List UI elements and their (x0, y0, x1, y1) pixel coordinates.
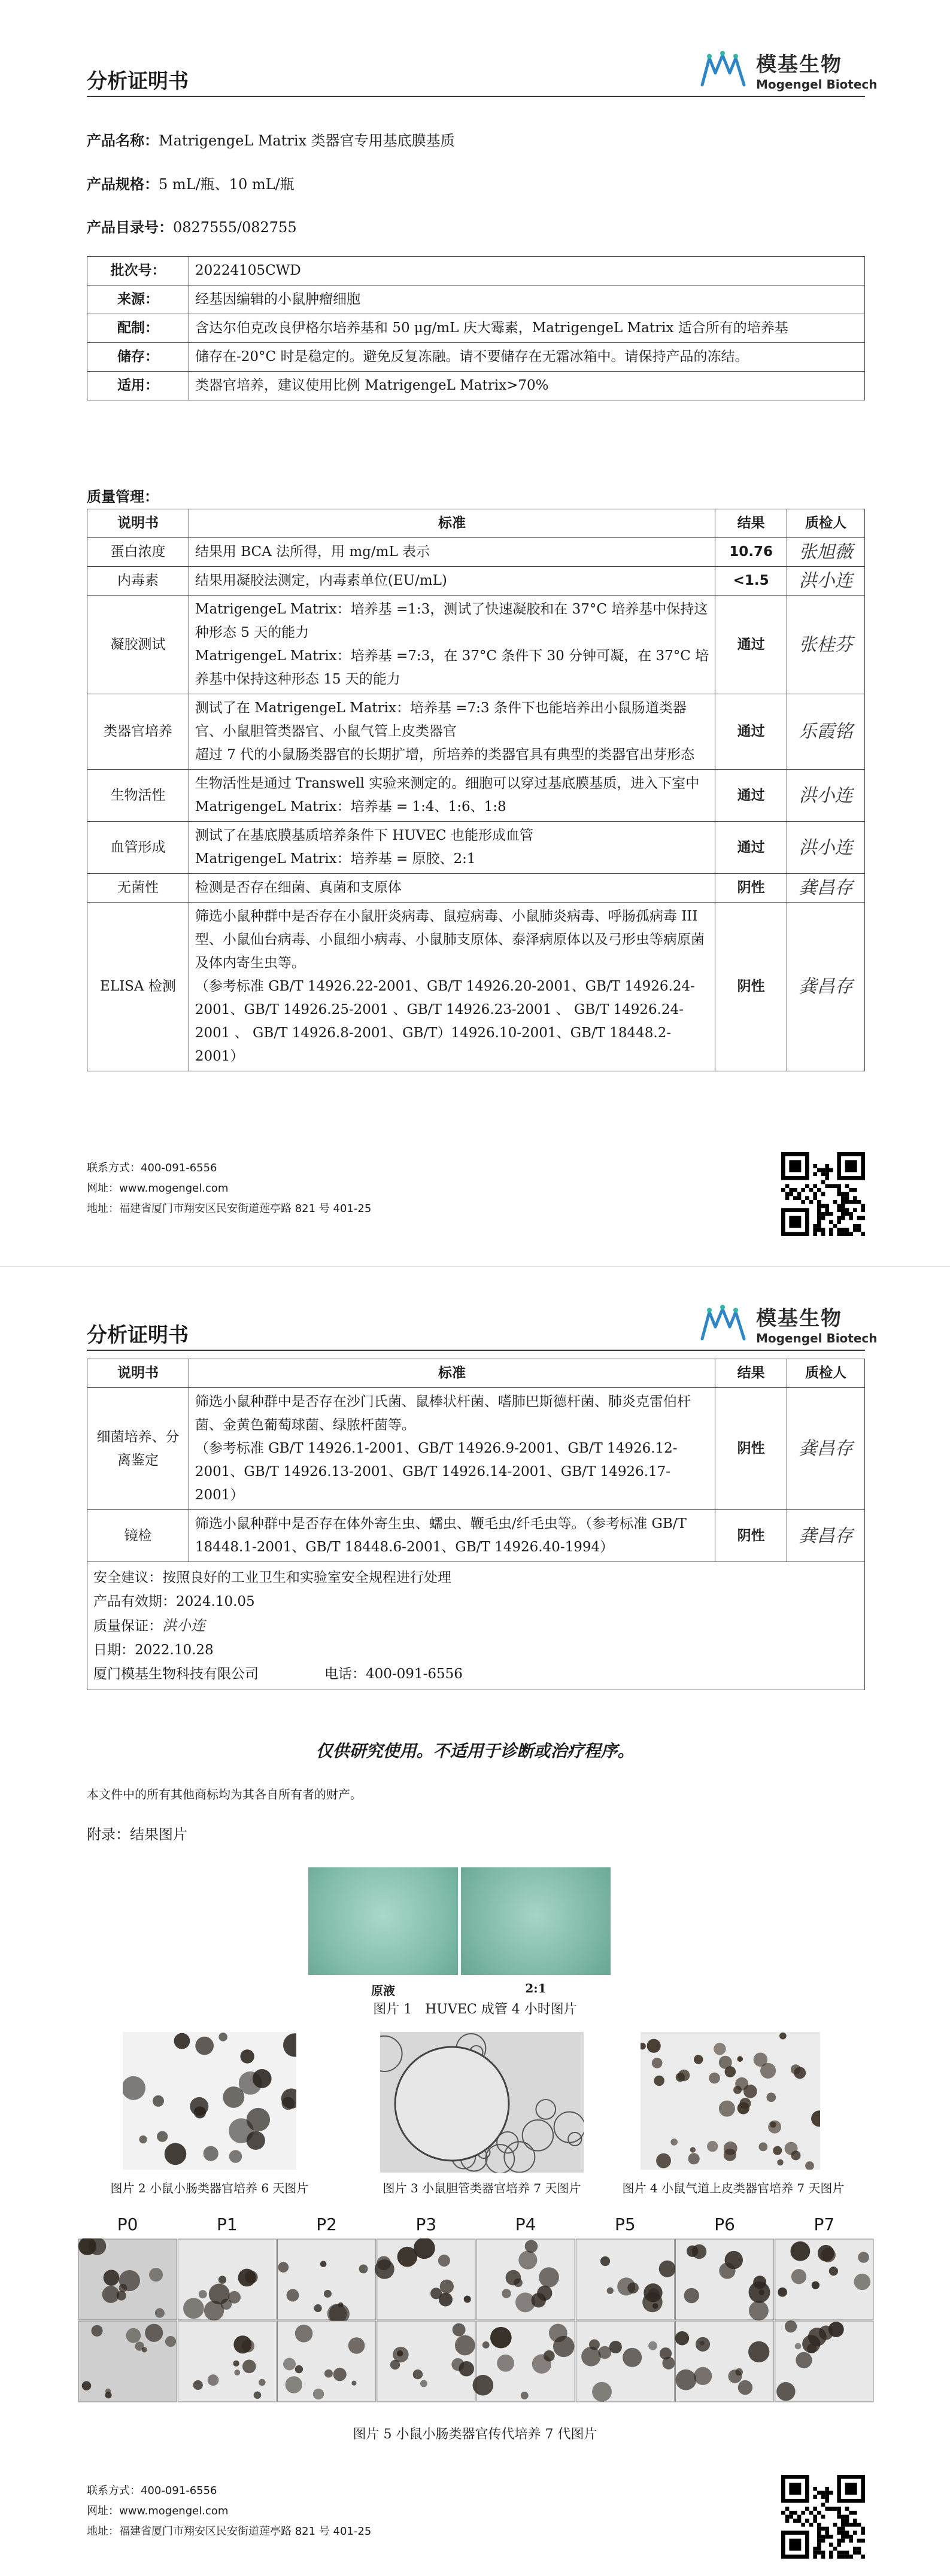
qc-table (87, 509, 865, 1071)
fig1-label-ratio: 2:1 (525, 1981, 547, 1995)
logo-cn-text: 模基生物 (756, 1307, 842, 1330)
qc-row (87, 874, 865, 903)
company-logo-2 (697, 1302, 878, 1345)
column-header: 标准 (189, 1359, 715, 1388)
qc-result: 阴性 (715, 1388, 787, 1510)
footer-2 (87, 2481, 371, 2542)
qc-item: 无菌性 (87, 874, 189, 903)
qc-result: 10.76 (715, 538, 787, 567)
fig3-caption: 图片 3 小鼠胆管类器官培养 7 天图片 (383, 2181, 581, 2195)
info-row (87, 343, 865, 372)
fig2-image (123, 2032, 296, 2170)
research-use-notice: 仅供研究使用。不适用于诊断或治疗程序。 (315, 1741, 635, 1761)
qc-row (87, 1510, 865, 1562)
info-row (87, 372, 865, 400)
qc-row (87, 567, 865, 596)
inspector-signature: 洪小连 (787, 822, 865, 874)
trademark-note: 本文件中的所有其他商标均为其各自所有者的财产。 (87, 1787, 362, 1802)
qc-item: 蛋白浓度 (87, 538, 189, 567)
info-value: 含达尔伯克改良伊格尔培养基和 50 μg/mL 庆大霉素，MatrigengeL Matrix 适合所有的培养基 (189, 314, 865, 343)
logo-mark-icon (697, 49, 751, 91)
info-key: 配制： (87, 314, 189, 343)
inspector-signature: 张旭薇 (787, 538, 865, 567)
fig5-grid (78, 2238, 874, 2403)
inspector-signature: 龚昌存 (787, 1388, 865, 1510)
column-header: 结果 (715, 1359, 787, 1388)
qc-row (87, 903, 865, 1071)
column-header: 质检人 (787, 1359, 865, 1388)
qc-item: 内毒素 (87, 567, 189, 596)
safety-advice: 安全建议：按照良好的工业卫生和实验室安全规程进行处理 (93, 1570, 451, 1585)
qc-result: 阴性 (715, 874, 787, 903)
passage-label: P1 (217, 2214, 238, 2234)
qc-result: 阴性 (715, 1510, 787, 1562)
logo-en-text: Mogengel Biotech (756, 77, 878, 92)
inspector-signature: 龚昌存 (787, 903, 865, 1071)
qc-standard: MatrigengeL Matrix：培养基 =1:3，测试了快速凝胶和在 37°C 培养基中保持这种形态 5 天的能力 MatrigengeL Matrix：培养基 =7:3，在 37°C 条件下 30 分钟可凝，在 37°C 培养基中保持这种形态 15 天的能力 (189, 596, 715, 694)
info-value: 经基因编辑的小鼠肿瘤细胞 (189, 285, 865, 314)
column-header: 质检人 (787, 509, 865, 538)
passage-label: P4 (515, 2214, 536, 2234)
qc-result: 通过 (715, 694, 787, 770)
column-header: 标准 (189, 509, 715, 538)
info-value: 储存在-20°C 时是稳定的。避免反复冻融。请不要储存在无霜冰箱中。请保持产品的冻结。 (189, 343, 865, 372)
qc-row (87, 1388, 865, 1510)
fig5-caption: 图片 5 小鼠小肠类器官传代培养 7 代图片 (353, 2427, 597, 2442)
qa-signature: 洪小连 (162, 1617, 205, 1634)
summary-cell (87, 1562, 865, 1690)
company-line: 厦门模基生物科技有限公司 电话：400-091-6556 (93, 1666, 463, 1682)
qc-standard: 结果用 BCA 法所得，用 mg/mL 表示 (189, 538, 715, 567)
inspector-signature: 洪小连 (787, 567, 865, 596)
info-row (87, 314, 865, 343)
document-title: 分析证明书 (87, 69, 189, 93)
qc-item: ELISA 检测 (87, 903, 189, 1071)
qc-item: 镜检 (87, 1510, 189, 1562)
qc-standard: 生物活性是通过 Transwell 实验来测定的。细胞可以穿过基底膜基质，进入下室中 MatrigengeL Matrix：培养基 = 1:4、1:6、1:8 (189, 770, 715, 822)
info-key: 批次号： (87, 257, 189, 285)
qc-standard: 测试了在基底膜基质培养条件下 HUVEC 也能形成血管 MatrigengeL Matrix：培养基 = 原胶、2:1 (189, 822, 715, 874)
fig4-caption: 图片 4 小鼠气道上皮类器官培养 7 天图片 (622, 2181, 845, 2195)
header-rule (87, 96, 865, 97)
qa-line: 质量保证：洪小连 (93, 1617, 205, 1634)
inspector-signature: 龚昌存 (787, 874, 865, 903)
info-value: 20224105CWD (189, 257, 865, 285)
qc-standard: 结果用凝胶法测定，内毒素单位(EU/mL) (189, 567, 715, 596)
fig4-image (641, 2032, 820, 2170)
qc-standard: 检测是否存在细菌、真菌和支原体 (189, 874, 715, 903)
passage-label: P7 (814, 2214, 835, 2234)
footer-address: 地址：福建省厦门市翔安区民安街道莲亭路 821 号 401-25 (87, 2525, 372, 2538)
footer-website: 网址：www.mogengel.com (87, 2505, 229, 2517)
product-catalog: 产品目录号：0827555/082755 (87, 219, 297, 236)
qc-result: 阴性 (715, 903, 787, 1071)
inspector-signature: 龚昌存 (787, 1510, 865, 1562)
passage-label: P3 (415, 2214, 437, 2234)
fig2-caption: 图片 2 小鼠小肠类器官培养 6 天图片 (110, 2181, 309, 2195)
qc-item: 凝胶测试 (87, 596, 189, 694)
info-table (87, 256, 865, 400)
column-header: 结果 (715, 509, 787, 538)
expiry: 产品有效期：2024.10.05 (93, 1594, 255, 1609)
qc-item: 类器官培养 (87, 694, 189, 770)
huvec-image-2-1 (461, 1867, 611, 1975)
qc-table-2 (87, 1359, 865, 1690)
column-header: 说明书 (87, 509, 189, 538)
product-name: 产品名称：MatrigengeL Matrix 类器官专用基底膜基质 (87, 132, 455, 149)
info-key: 储存： (87, 343, 189, 372)
column-header: 说明书 (87, 1359, 189, 1388)
document-title-2: 分析证明书 (87, 1323, 189, 1347)
qc-item: 细菌培养、分离鉴定 (87, 1388, 189, 1510)
logo-cn-text: 模基生物 (756, 53, 842, 77)
company-logo (697, 48, 878, 92)
footer-phone: 联系方式：400-091-6556 (87, 2484, 217, 2497)
fig1-caption: 图片 1 HUVEC 成管 4 小时图片 (373, 2002, 577, 2017)
passage-label: P2 (316, 2214, 337, 2234)
inspector-signature: 洪小连 (787, 770, 865, 822)
passage-label: P0 (117, 2214, 138, 2234)
fig3-image (380, 2032, 584, 2173)
info-row (87, 257, 865, 285)
info-row (87, 285, 865, 314)
info-key: 适用： (87, 372, 189, 400)
qr-code-icon (781, 2475, 865, 2559)
footer-1 (87, 1158, 371, 1219)
footer-website: 网址：www.mogengel.com (87, 1182, 229, 1195)
qc-result: 通过 (715, 822, 787, 874)
logo-mark-icon (697, 1303, 751, 1345)
inspector-signature: 乐霞铭 (787, 694, 865, 770)
qc-result: 通过 (715, 770, 787, 822)
info-value: 类器官培养，建议使用比例 MatrigengeL Matrix>70% (189, 372, 865, 400)
date: 日期：2022.10.28 (93, 1642, 214, 1658)
inspector-signature: 张桂芬 (787, 596, 865, 694)
product-spec: 产品规格：5 mL/瓶、10 mL/瓶 (87, 176, 295, 193)
qc-standard: 筛选小鼠种群中是否存在小鼠肝炎病毒、鼠痘病毒、小鼠肺炎病毒、呼肠孤病毒 III 型、小鼠仙台病毒、小鼠细小病毒、小鼠肺支原体、泰泽病原体以及弓形虫等病原菌及体内寄生虫等。 （参考标准 GB/T 14926.22-2001、GB/T 14926.20-2001、GB/T 14926.24-2001、GB/T 14926.25-2001 、GB/T 14926.23-2001 、 GB/T 14926.24-2001 、 GB/T 14926.8-2001、GB/T）14926.10-2001、GB/T 18448.2-2001） (189, 903, 715, 1071)
huvec-image-stock (308, 1867, 458, 1975)
page-separator (0, 1266, 950, 1267)
qc-item: 生物活性 (87, 770, 189, 822)
fig1-label-stock: 原液 (371, 1983, 395, 1998)
footer-phone: 联系方式：400-091-6556 (87, 1162, 217, 1174)
qc-result: 通过 (715, 596, 787, 694)
qc-row (87, 538, 865, 567)
header-rule (87, 1350, 865, 1351)
qc-standard: 测试了在 MatrigengeL Matrix：培养基 =7:3 条件下也能培养出小鼠肠道类器官、小鼠胆管类器官、小鼠气管上皮类器官 超过 7 代的小鼠肠类器官的长期扩增，所培养的类器官具有典型的类器官出芽形态 (189, 694, 715, 770)
qr-code-icon (781, 1152, 865, 1236)
qc-row (87, 770, 865, 822)
info-key: 来源： (87, 285, 189, 314)
logo-en-text: Mogengel Biotech (756, 1331, 878, 1345)
qc-standard: 筛选小鼠种群中是否存在沙门氏菌、鼠棒状杆菌、嗜肺巴斯德杆菌、肺炎克雷伯杆菌、金黄色葡萄球菌、绿脓杆菌等。 （参考标准 GB/T 14926.1-2001、GB/T 14926.9-2001、GB/T 14926.12-2001、GB/T 14926.13-2001、GB/T 14926.14-2001、GB/T 14926.17-2001） (189, 1388, 715, 1510)
qc-item: 血管形成 (87, 822, 189, 874)
passage-label: P6 (714, 2214, 735, 2234)
qc-label: 质量管理： (87, 488, 159, 505)
qc-row (87, 596, 865, 694)
qc-result: <1.5 (715, 567, 787, 596)
appendix-title: 附录：结果图片 (87, 1826, 187, 1843)
passage-label: P5 (615, 2214, 636, 2234)
footer-address: 地址：福建省厦门市翔安区民安街道莲亭路 821 号 401-25 (87, 1202, 372, 1215)
qc-row (87, 822, 865, 874)
qc-standard: 筛选小鼠种群中是否存在体外寄生虫、蠕虫、鞭毛虫/纤毛虫等。（参考标准 GB/T 18448.1-2001、GB/T 18448.6-2001、GB/T 14926.40-1994） (189, 1510, 715, 1562)
qc-row (87, 694, 865, 770)
